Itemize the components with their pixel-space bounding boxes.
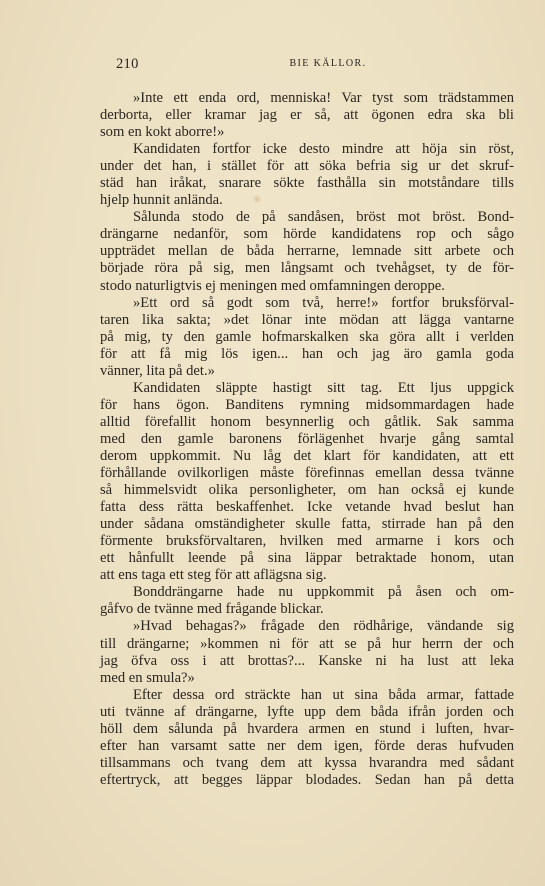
text-line: under sådana omständigheter skulle fatta, stirrade han på den (100, 516, 514, 533)
text-line: derborta, eller kramar jag er så, att ögonen edra ska bli (100, 107, 514, 124)
text-line: hjelp hunnit anlända. (100, 192, 223, 209)
text-line: städ han iråkat, snarare sökte fasthålla sin motståndare tills (100, 175, 514, 192)
text-line: stodo naturligtvis ej meningen med omfamningen deroppe. (100, 277, 445, 294)
text-line: höll dem sålunda på hvardera armen en stund i luften, hvar- (100, 720, 514, 737)
text-line: Efter dessa ord sträckte han ut sina båda armar, fattade (133, 686, 514, 703)
running-head: BIE KÄLLOR. (289, 58, 367, 69)
text-line: Kandidaten fortfor icke desto mindre att höja sin röst, (133, 141, 514, 158)
text-line: ett hånfullt leende på sina läppar betraktade honom, utan (100, 550, 514, 567)
text-line: under det han, i stället för att söka befria sig ur det skruf- (100, 158, 514, 175)
text-line: till drängarne; »kommen ni för att se på hur herrn der och (100, 635, 514, 652)
text-line: förhållande ovilkorligen måste förefinnas emellan dessa tvänne (100, 465, 514, 482)
text-line: förmente bruksförvaltaren, hvilken med armarne i kors och (100, 533, 514, 550)
text-line: för att få mig lös igen... han och jag äro gamla goda (100, 345, 514, 362)
text-line: så himmelsvidt olika personligheter, om han också ej kunde (100, 482, 514, 499)
text-line: Bonddrängarne hade nu uppkommit på åsen och om- (133, 584, 514, 601)
text-line: tillsammans och tvang dem att kyssa hvarandra med sådant (100, 754, 514, 771)
text-line: med en smula?» (100, 669, 195, 686)
text-line: som en kokt aborre!» (100, 124, 225, 141)
text-line: gåfvo de tvänne med frågande blickar. (100, 601, 324, 618)
body-text (100, 90, 514, 789)
text-line: uti tvänne af drängarne, lyfte upp dem båda ifrån jorden och (100, 703, 514, 720)
text-line: »Inte ett enda ord, menniska! Var tyst som trädstammen (133, 90, 514, 106)
text-line: med den gamle baronens förlägenhet hvarje gång samtal (100, 430, 514, 447)
text-line: drängarne nedanför, som hörde kandidatens rop och sågo (100, 226, 514, 243)
text-line: alltid förefallit honom besynnerlig och gåtlik. Sak samma (100, 413, 514, 430)
text-line: Sålunda stodo de på sandåsen, bröst mot bröst. Bond- (133, 209, 514, 226)
page-header (98, 56, 512, 76)
text-line: fatta dess rätta beskaffenhet. Icke vetande hvad beslut han (100, 499, 514, 516)
text-line: för hans ögon. Banditens rymning midsommardagen hade (100, 396, 514, 413)
text-line: uppträdet mellan de båda herrarne, lemnade sitt arbete och (100, 243, 514, 260)
text-line: »Ett ord så godt som två, herre!» fortfor bruksförval- (133, 294, 514, 311)
text-line: taren lika sakta; »det lönar inte mödan att lägga vantarne (100, 311, 514, 328)
text-line: derom uppkommit. Nu låg det klart för kandidaten, att ett (100, 447, 514, 464)
page-number: 210 (116, 56, 139, 72)
text-line: efter han varsamt satte ner dem igen, förde deras hufvuden (100, 737, 514, 754)
text-line: på mig, ty den gamle hofmarskalken ska göra allt i verlden (100, 328, 514, 345)
text-line: Kandidaten släppte hastigt sitt tag. Ett ljus uppgick (133, 379, 514, 396)
text-line: började röra på sig, men långsamt och tvehågset, ty de för- (100, 260, 514, 277)
text-line: vänner, lita på det.» (100, 362, 215, 379)
text-line: att ens taga ett steg för att aflägsna sig. (100, 567, 327, 584)
text-line: »Hvad behagas?» frågade den rödhårige, vändande sig (133, 618, 514, 635)
text-line: jag öfva oss i att brottas?... Kanske ni ha lust att leka (100, 652, 514, 669)
text-line: eftertryck, att begges läppar blodades. Sedan han på detta (100, 771, 514, 788)
